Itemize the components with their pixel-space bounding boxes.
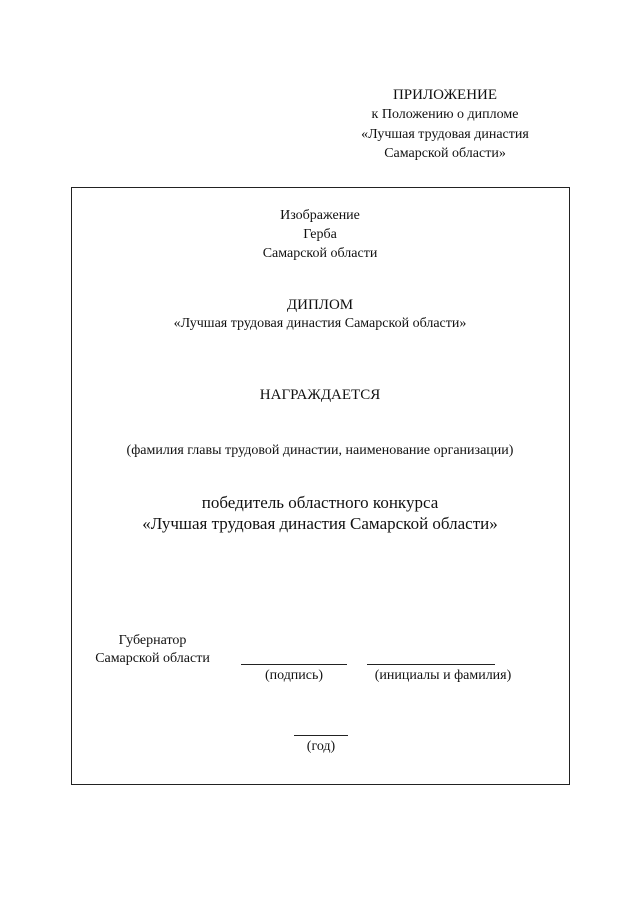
emblem-text: Герба <box>303 227 337 242</box>
appendix-header <box>320 86 570 164</box>
year-line <box>294 735 348 736</box>
winner-line: победитель областного конкурса <box>201 493 439 512</box>
winner-text <box>0 492 640 534</box>
initials-line <box>367 664 495 665</box>
recipient-hint: (фамилия главы трудовой династии, наименование организации) <box>126 443 514 458</box>
signer-title <box>80 632 225 668</box>
appendix-line: Самарской области» <box>384 146 506 161</box>
appendix-title: ПРИЛОЖЕНИЕ <box>392 87 498 103</box>
signer-line: Губернатор <box>118 633 187 648</box>
emblem-text: Изображение <box>280 208 360 223</box>
year-caption: (год) <box>306 739 336 754</box>
signer-line: Самарской области <box>95 651 210 666</box>
emblem-text: Самарской области <box>262 246 378 261</box>
diploma-name: «Лучшая трудовая династия Самарской области» <box>173 316 467 331</box>
awarded-heading: НАГРАЖДАЕТСЯ <box>259 387 381 403</box>
winner-line: «Лучшая трудовая династия Самарской области» <box>142 514 498 533</box>
signature-caption: (подпись) <box>264 668 324 683</box>
signature-line <box>241 664 347 665</box>
initials-caption: (инициалы и фамилия) <box>374 668 512 683</box>
diploma-title: ДИПЛОМ <box>286 297 354 313</box>
appendix-line: к Положению о дипломе <box>371 107 519 122</box>
diploma-frame <box>71 187 570 785</box>
emblem-placeholder <box>0 206 640 263</box>
appendix-line: «Лучшая трудовая династия <box>361 126 529 142</box>
